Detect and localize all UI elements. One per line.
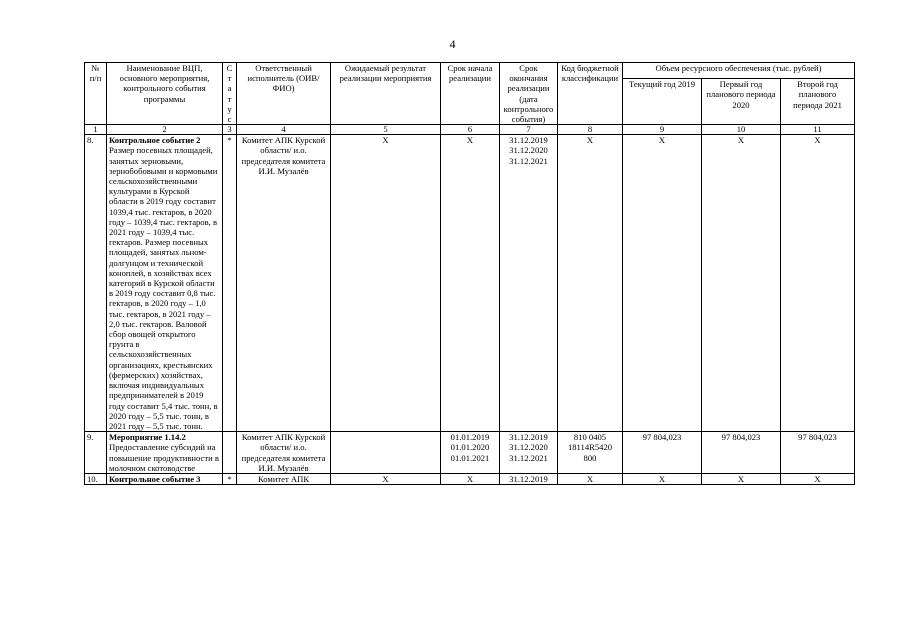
row-result	[331, 432, 441, 474]
header-current-year: Текущий год 2019	[623, 79, 702, 125]
page-number: 4	[449, 37, 456, 51]
program-table	[84, 62, 855, 485]
row-name-cell	[107, 432, 223, 474]
row-title: Контрольное событие 3	[109, 473, 201, 484]
row-executor: Комитет АПК Курской области/ и.о. председателя комитета И.И. Музалёв	[237, 432, 331, 474]
row-2021: Х	[781, 473, 855, 484]
header-end: Срок окончания реализации (дата контрольного события)	[500, 63, 558, 125]
row-title: Контрольное событие 2	[109, 135, 201, 146]
row-2020: Х	[702, 135, 781, 432]
header-first-year: Первый год планового периода 2020	[702, 79, 781, 125]
col-number: 10	[702, 125, 781, 135]
row-result: Х	[331, 473, 441, 484]
header-second-year: Второй год планового периода 2021	[781, 79, 855, 125]
row-status	[223, 432, 237, 474]
row-end: 31.12.2019 31.12.2020 31.12.2021	[500, 432, 558, 474]
row-2019: Х	[623, 135, 702, 432]
row-start: 01.01.2019 01.01.2020 01.01.2021	[441, 432, 500, 474]
col-number: 9	[623, 125, 702, 135]
row-executor: Комитет АПК	[237, 473, 331, 484]
table-row	[85, 473, 855, 484]
col-number: 5	[331, 125, 441, 135]
header-executor: Ответственный исполнитель (ОИВ/ФИО)	[237, 63, 331, 125]
row-name-cell	[107, 135, 223, 432]
header-row	[85, 63, 855, 79]
row-name-cell	[107, 473, 223, 484]
row-end: 31.12.2019	[500, 473, 558, 484]
header-status: С т а т у с	[223, 63, 237, 125]
table-row	[85, 432, 855, 474]
row-2020: Х	[702, 473, 781, 484]
col-number: 3	[223, 125, 237, 135]
col-number: 6	[441, 125, 500, 135]
col-number: 4	[237, 125, 331, 135]
row-end: 31.12.2019 31.12.2020 31.12.2021	[500, 135, 558, 432]
header-name: Наименование ВЦП, основного мероприятия, контрольного события программы	[107, 63, 223, 125]
column-number-row	[85, 125, 855, 135]
header-start: Срок начала реализации	[441, 63, 500, 125]
row-title: Мероприятие 1.14.2	[109, 432, 186, 443]
row-result: Х	[331, 135, 441, 432]
header-result: Ожидаемый результат реализации мероприятия	[331, 63, 441, 125]
header-budget-code: Код бюджетной классификации	[558, 63, 623, 125]
row-budget-code: Х	[558, 473, 623, 484]
row-budget-code: Х	[558, 135, 623, 432]
row-executor: Комитет АПК Курской области/ и.о. председателя комитета И.И. Музалёв	[237, 135, 331, 432]
row-number: 10.	[85, 473, 107, 484]
row-2019: Х	[623, 473, 702, 484]
row-description: Предоставление субсидий на повышение продуктивности в молочном скотоводстве	[109, 442, 219, 473]
row-status: *	[223, 473, 237, 484]
header-resources: Объем ресурсного обеспечения (тыс. рублей)	[623, 63, 855, 79]
row-status: *	[223, 135, 237, 432]
col-number: 7	[500, 125, 558, 135]
col-number: 1	[85, 125, 107, 135]
row-number: 8.	[85, 135, 107, 432]
row-budget-code: 810 0405 18114R5420 800	[558, 432, 623, 474]
row-2019: 97 804,023	[623, 432, 702, 474]
row-2021: 97 804,023	[781, 432, 855, 474]
table-row	[85, 135, 855, 432]
col-number: 8	[558, 125, 623, 135]
row-start: Х	[441, 135, 500, 432]
row-description: Размер посевных площадей, занятых зерновыми, зернобобовыми и кормовыми сельскохозяйственными культурами в Курской области в 2019 году составит 1039,4 тыс. гектаров, в 2020 году – 1039,4 тыс. гектаров, в 2021 году – 1039,4 тыс. гектаров. Размер посевных площадей, занятых льном-долгунцом и технической коноплей, в хозяйствах всех категорий в Курской области в 2019 году составит 0,8 тыс. гектаров, в 2020 году – 1,0 тыс. гектаров, в 2021 году – 2,0 тыс. гектаров. Валовой сбор овощей открытого грунта в сельскохозяйственных организациях, крестьянских (фермерских) хозяйствах, включая индивидуальных предпринимателей в 2019 году составит 5,4 тыс. тонн, в 2020 году – 5,5 тыс. тонн, в 2021 году – 5,5 тыс. тонн.	[109, 145, 218, 431]
row-number: 9.	[85, 432, 107, 474]
col-number: 2	[107, 125, 223, 135]
col-number: 11	[781, 125, 855, 135]
row-2020: 97 804,023	[702, 432, 781, 474]
row-2021: Х	[781, 135, 855, 432]
header-num: № п/п	[85, 63, 107, 125]
row-start: Х	[441, 473, 500, 484]
